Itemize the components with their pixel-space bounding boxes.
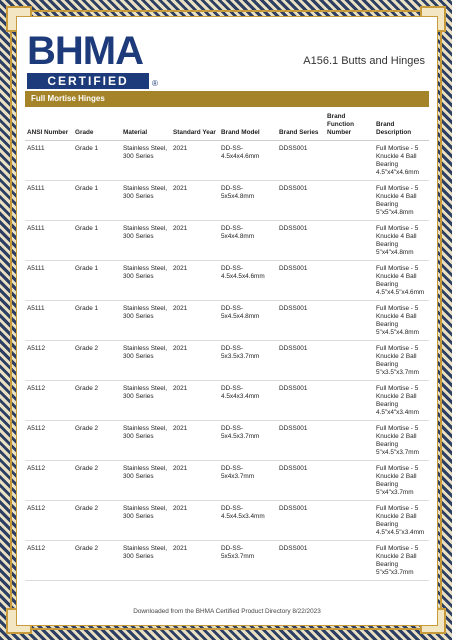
cell-function bbox=[325, 421, 374, 461]
cell-ansi: A5112 bbox=[25, 541, 73, 581]
cell-description: Full Mortise - 5 Knuckle 4 Ball Bearing 5"x5"x4.8mm bbox=[374, 181, 429, 221]
column-header-model: Brand Model bbox=[219, 111, 277, 141]
logo-sub-text: CERTIFIED bbox=[27, 73, 149, 89]
cell-year: 2021 bbox=[171, 301, 219, 341]
table-header-row bbox=[25, 111, 429, 141]
cell-year: 2021 bbox=[171, 501, 219, 541]
table-row bbox=[25, 301, 429, 341]
cell-grade: Grade 2 bbox=[73, 501, 121, 541]
table-row bbox=[25, 461, 429, 501]
table-row bbox=[25, 221, 429, 261]
cell-model: DD-SS-5x4.5x3.7mm bbox=[219, 421, 277, 461]
cell-ansi: A5111 bbox=[25, 261, 73, 301]
table-row bbox=[25, 261, 429, 301]
cell-grade: Grade 1 bbox=[73, 301, 121, 341]
column-header-function: Brand Function Number bbox=[325, 111, 374, 141]
cell-year: 2021 bbox=[171, 541, 219, 581]
cell-function bbox=[325, 221, 374, 261]
cell-year: 2021 bbox=[171, 421, 219, 461]
cell-description: Full Mortise - 5 Knuckle 2 Ball Bearing 5"x3.5"x3.7mm bbox=[374, 341, 429, 381]
logo-main-text: BHMA bbox=[27, 29, 143, 73]
cell-material: Stainless Steel, 300 Series bbox=[121, 381, 171, 421]
cell-model: DD-SS-4.5x4x4.6mm bbox=[219, 141, 277, 181]
table-row bbox=[25, 541, 429, 581]
cell-ansi: A5111 bbox=[25, 181, 73, 221]
cell-material: Stainless Steel, 300 Series bbox=[121, 461, 171, 501]
cell-series: DDSS001 bbox=[277, 181, 325, 221]
cell-ansi: A5112 bbox=[25, 381, 73, 421]
table-row bbox=[25, 421, 429, 461]
cell-function bbox=[325, 381, 374, 421]
cell-material: Stainless Steel, 300 Series bbox=[121, 341, 171, 381]
cell-ansi: A5112 bbox=[25, 501, 73, 541]
section-header: Full Mortise Hinges bbox=[25, 91, 429, 107]
cell-year: 2021 bbox=[171, 141, 219, 181]
cell-series: DDSS001 bbox=[277, 221, 325, 261]
cell-ansi: A5112 bbox=[25, 341, 73, 381]
document-page bbox=[16, 16, 438, 626]
cell-year: 2021 bbox=[171, 221, 219, 261]
cell-grade: Grade 1 bbox=[73, 181, 121, 221]
cell-model: DD-SS-5x4x4.8mm bbox=[219, 221, 277, 261]
cell-grade: Grade 2 bbox=[73, 381, 121, 421]
cell-function bbox=[325, 181, 374, 221]
cell-function bbox=[325, 461, 374, 501]
cell-year: 2021 bbox=[171, 261, 219, 301]
cell-description: Full Mortise - 5 Knuckle 2 Ball Bearing 4.5"x4"x3.4mm bbox=[374, 381, 429, 421]
cell-grade: Grade 2 bbox=[73, 341, 121, 381]
cell-series: DDSS001 bbox=[277, 261, 325, 301]
cell-series: DDSS001 bbox=[277, 141, 325, 181]
table-row bbox=[25, 181, 429, 221]
cell-series: DDSS001 bbox=[277, 421, 325, 461]
column-header-ansi: ANSI Number bbox=[25, 111, 73, 141]
cell-ansi: A5112 bbox=[25, 421, 73, 461]
cell-function bbox=[325, 501, 374, 541]
cell-ansi: A5111 bbox=[25, 141, 73, 181]
cell-ansi: A5111 bbox=[25, 221, 73, 261]
cell-grade: Grade 1 bbox=[73, 261, 121, 301]
cell-function bbox=[325, 301, 374, 341]
cell-model: DD-SS-5x4.5x4.8mm bbox=[219, 301, 277, 341]
column-header-grade: Grade bbox=[73, 111, 121, 141]
cell-function bbox=[325, 261, 374, 301]
cell-model: DD-SS-5x5x3.7mm bbox=[219, 541, 277, 581]
cell-material: Stainless Steel, 300 Series bbox=[121, 301, 171, 341]
cell-grade: Grade 2 bbox=[73, 461, 121, 501]
cell-year: 2021 bbox=[171, 181, 219, 221]
column-header-year: Standard Year bbox=[171, 111, 219, 141]
cell-function bbox=[325, 141, 374, 181]
cell-year: 2021 bbox=[171, 341, 219, 381]
cell-description: Full Mortise - 5 Knuckle 2 Ball Bearing 5"x4.5"x3.7mm bbox=[374, 421, 429, 461]
cell-material: Stainless Steel, 300 Series bbox=[121, 421, 171, 461]
cell-description: Full Mortise - 5 Knuckle 4 Ball Bearing 4.5"x4.5"x4.6mm bbox=[374, 261, 429, 301]
cell-description: Full Mortise - 5 Knuckle 4 Ball Bearing 4.5"x4"x4.6mm bbox=[374, 141, 429, 181]
column-header-description: Brand Description bbox=[374, 111, 429, 141]
column-header-material: Material bbox=[121, 111, 171, 141]
table-row bbox=[25, 341, 429, 381]
bhma-certified-logo bbox=[27, 31, 167, 95]
column-header-series: Brand Series bbox=[277, 111, 325, 141]
cell-grade: Grade 1 bbox=[73, 221, 121, 261]
cell-grade: Grade 2 bbox=[73, 541, 121, 581]
cell-function bbox=[325, 341, 374, 381]
table-row bbox=[25, 381, 429, 421]
cell-series: DDSS001 bbox=[277, 541, 325, 581]
cell-series: DDSS001 bbox=[277, 501, 325, 541]
cell-model: DD-SS-4.5x4.5x3.4mm bbox=[219, 501, 277, 541]
cell-material: Stainless Steel, 300 Series bbox=[121, 221, 171, 261]
cell-model: DD-SS-5x4x3.7mm bbox=[219, 461, 277, 501]
cell-grade: Grade 2 bbox=[73, 421, 121, 461]
cell-model: DD-SS-5x5x4.8mm bbox=[219, 181, 277, 221]
cell-ansi: A5112 bbox=[25, 461, 73, 501]
cell-grade: Grade 1 bbox=[73, 141, 121, 181]
cell-material: Stainless Steel, 300 Series bbox=[121, 261, 171, 301]
download-footer: Downloaded from the BHMA Certified Product Directory 8/22/2023 bbox=[133, 608, 321, 615]
cell-description: Full Mortise - 5 Knuckle 2 Ball Bearing 5"x5"x3.7mm bbox=[374, 541, 429, 581]
cell-description: Full Mortise - 5 Knuckle 2 Ball Bearing 5"x4"x3.7mm bbox=[374, 461, 429, 501]
cell-series: DDSS001 bbox=[277, 301, 325, 341]
table-row bbox=[25, 501, 429, 541]
cell-material: Stainless Steel, 300 Series bbox=[121, 541, 171, 581]
cell-series: DDSS001 bbox=[277, 341, 325, 381]
registered-mark: ® bbox=[152, 79, 158, 88]
cell-model: DD-SS-4.5x4.5x4.6mm bbox=[219, 261, 277, 301]
cell-series: DDSS001 bbox=[277, 381, 325, 421]
cell-ansi: A5111 bbox=[25, 301, 73, 341]
cell-series: DDSS001 bbox=[277, 461, 325, 501]
cell-description: Full Mortise - 5 Knuckle 4 Ball Bearing 5"x4"x4.8mm bbox=[374, 221, 429, 261]
cell-model: DD-SS-4.5x4x3.4mm bbox=[219, 381, 277, 421]
cell-material: Stainless Steel, 300 Series bbox=[121, 501, 171, 541]
cell-year: 2021 bbox=[171, 461, 219, 501]
cell-description: Full Mortise - 5 Knuckle 4 Ball Bearing 5"x4.5"x4.8mm bbox=[374, 301, 429, 341]
cell-model: DD-SS-5x3.5x3.7mm bbox=[219, 341, 277, 381]
cell-year: 2021 bbox=[171, 381, 219, 421]
cell-function bbox=[325, 541, 374, 581]
cell-description: Full Mortise - 5 Knuckle 2 Ball Bearing 4.5"x4.5"x3.4mm bbox=[374, 501, 429, 541]
table-row bbox=[25, 141, 429, 181]
document-title: A156.1 Butts and Hinges bbox=[303, 55, 425, 67]
products-table bbox=[25, 111, 429, 581]
cell-material: Stainless Steel, 300 Series bbox=[121, 141, 171, 181]
cell-material: Stainless Steel, 300 Series bbox=[121, 181, 171, 221]
